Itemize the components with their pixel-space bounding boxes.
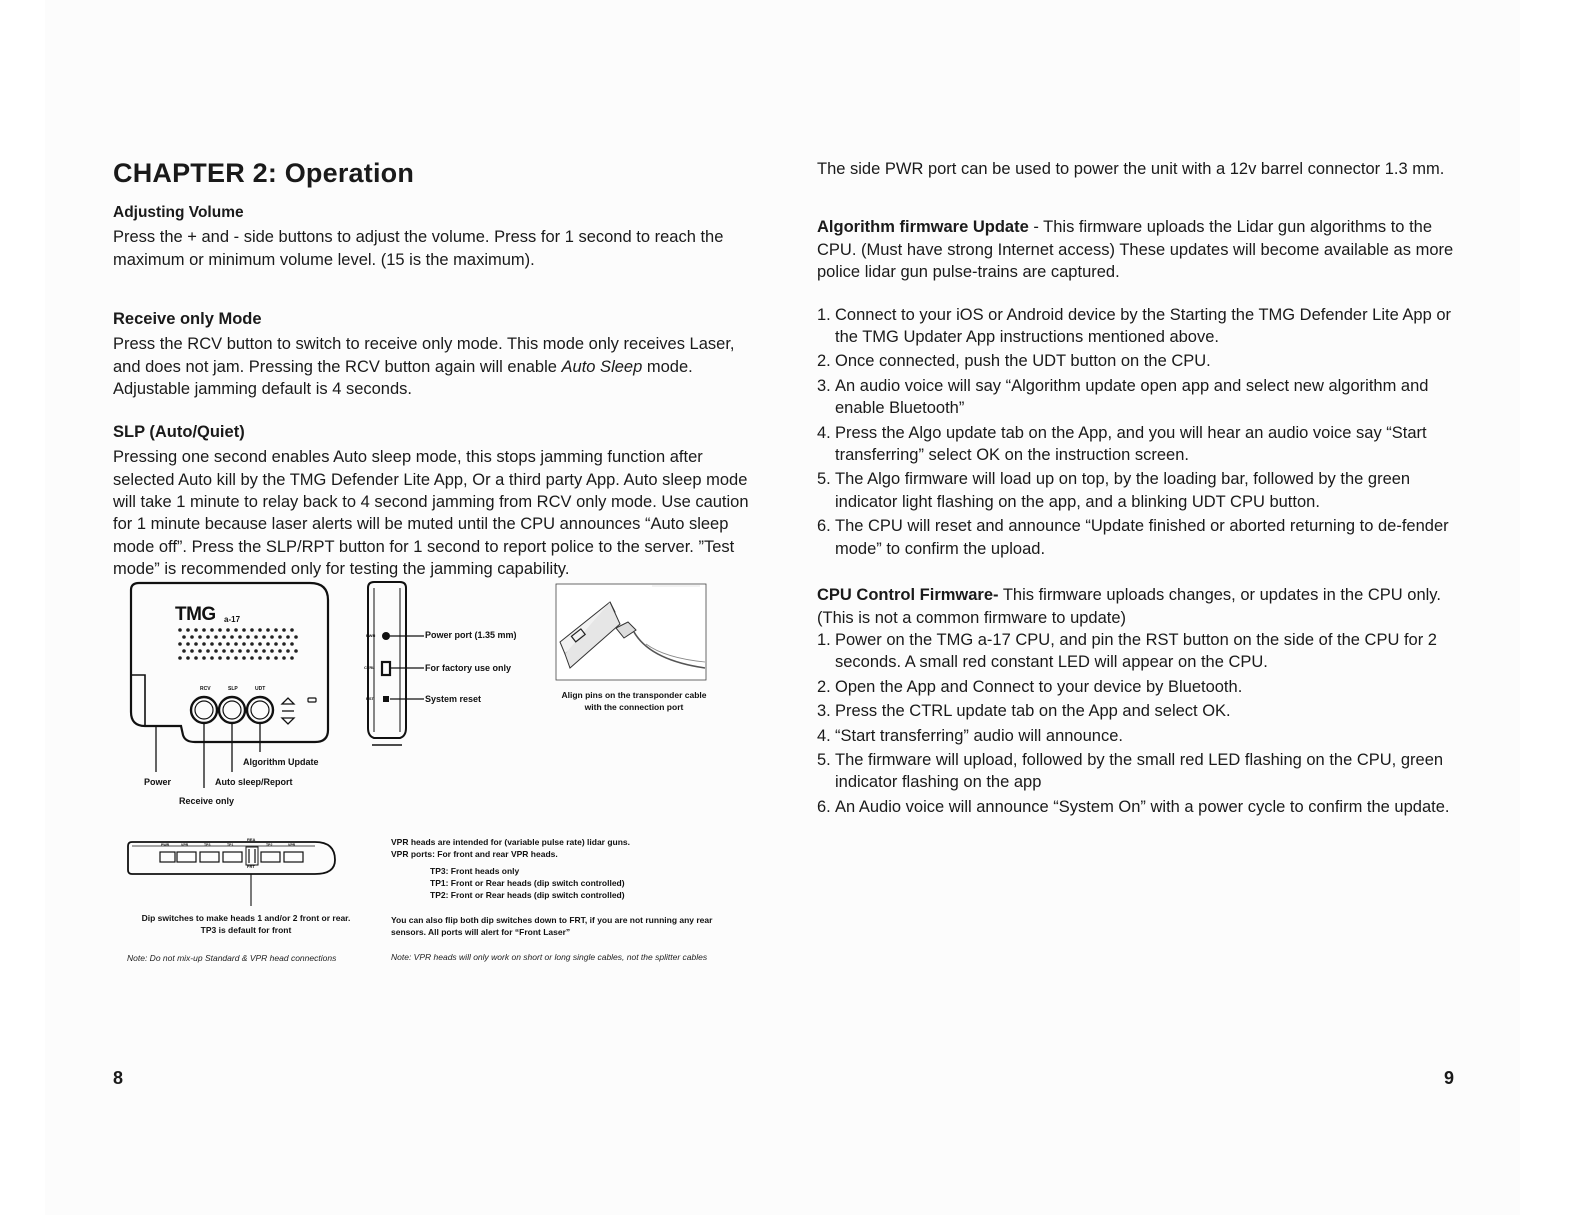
vpr-line-1: VPR heads are intended for (variable pulse rate) lidar guns. [391, 837, 631, 847]
cpu-intro [817, 584, 1457, 629]
algo-step: 2. Once connected, push the UDT button on the CPU. [817, 352, 1211, 371]
pwr-port-text: The side PWR port can be used to power the unit with a 12v barrel connector 1.3 mm. [817, 160, 1445, 178]
algo-intro [817, 216, 1457, 283]
back-port-pwr: PWR [161, 843, 170, 847]
algo-step-text: An audio voice will say “Algorithm update open app and select new algorithm and enable Bluetooth” [835, 376, 1429, 418]
device-front-figure [125, 580, 345, 810]
device-back-figure [120, 832, 380, 972]
callout-algorithm-update: Algorithm Update [243, 757, 319, 767]
dip-switch-frt-label: FRT [247, 864, 255, 869]
side-port-ctrl: CTRL [364, 665, 375, 670]
vpr-flip-line-2: sensors. All ports will alert for “Front Laser” [391, 927, 571, 937]
receive-only-text [113, 333, 763, 400]
page-number-left: 8 [113, 1068, 124, 1088]
vpr-info-block [391, 836, 771, 976]
cpu-step-text: The firmware will upload, followed by the small red LED flashing on the CPU, green indicator flashing on the app [835, 750, 1444, 792]
slp-text: Pressing one second enables Auto sleep mode, this stops jamming function after selected Auto kill by the TMG Defender Lite App, Or a third party App. Auto sleep mode will take 1 minute to relay back to 4 second jamming from RCV only mode. Use caution for 1 minute because laser alerts will be muted until the CPU announces “Auto sleep mode off”. Press the SLP/RPT button for 1 second to report police to the server. ”Test mode” is recommended only for testing the jamming capability. [113, 448, 749, 579]
back-port-vpr-1: VPR [181, 843, 189, 847]
button-label-slp: SLP [228, 686, 238, 692]
button-label-udt: UDT [255, 686, 266, 692]
dip-switch-rea-label: REA [247, 837, 256, 842]
callout-power-port: Power port (1.35 mm) [425, 630, 517, 640]
side-port-pwr: PWR [366, 633, 376, 638]
receive-text-italic: Auto Sleep [561, 357, 643, 376]
left-page-text [113, 158, 763, 581]
algo-step-text: The Algo firmware will load up on top, by the loading bar, followed by the green indicator light flashing on the app, and a blinking UDT CPU button. [835, 470, 1411, 511]
cable-figure [550, 582, 720, 722]
cpu-step: 5. The firmware will upload, followed by the small red LED flashing on the CPU, green indicator flashing on the app [817, 750, 1444, 792]
cable-caption-line-2: with the connection port [584, 702, 684, 712]
slp-title: SLP (Auto/Quiet) [113, 422, 245, 441]
cpu-steps [817, 629, 1457, 818]
device-side-figure [360, 578, 535, 750]
cpu-step: 6. An Audio voice will announce “System On” with a power cycle to confirm the update. [817, 797, 1450, 816]
device-logo: TMG [175, 604, 216, 625]
algo-step-text: Press the Algo update tab on the App, and you will hear an audio voice say “Start transferring” select OK on the instruction screen. [835, 423, 1427, 465]
cpu-step-text: An Audio voice will announce “System On” with a power cycle to confirm the update. [835, 797, 1450, 816]
page-number-right: 9 [1444, 1068, 1455, 1088]
cable-photo [550, 582, 720, 682]
cpu-step-text: “Start transferring” audio will announce. [835, 726, 1123, 745]
algo-steps [817, 304, 1457, 560]
back-port-tp3: TP3 [204, 843, 211, 847]
callout-auto-sleep-report: Auto sleep/Report [215, 777, 293, 787]
algo-title: Algorithm firmware Update [817, 218, 1029, 237]
cpu-intro-text: This firmware uploads changes, or updates in the CPU only. (This is not a common firmware to update) [817, 586, 1441, 627]
vpr-tp2: TP2: Front or Rear heads (dip switch controlled) [430, 890, 625, 900]
algo-intro-text: - This firmware uploads the Lidar gun algorithms to the CPU. (Must have strong Internet access) These updates will become available as more police lidar gun pulse-trains are captured. [817, 218, 1454, 282]
callout-receive-only: Receive only [179, 796, 235, 806]
cpu-step: 3. Press the CTRL update tab on the App and select OK. [817, 702, 1231, 721]
vpr-line-2: VPR ports: For front and rear VPR heads. [391, 849, 558, 859]
callout-power: Power [144, 777, 172, 787]
vpr-note: Note: VPR heads will only work on short or long single cables, not the splitter cables [391, 952, 708, 962]
cpu-title: CPU Control Firmware- [817, 586, 999, 605]
cpu-step: 4. “Start transferring” audio will announce. [817, 726, 1123, 745]
back-port-tp1: TP1 [227, 843, 234, 847]
algo-step-text: The CPU will reset and announce “Update finished or aborted returning to de-fender mode” to confirm the upload. [835, 517, 1449, 558]
back-port-vpr-2: VPR [288, 843, 296, 847]
chapter-title: CHAPTER 2: Operation [113, 158, 415, 188]
receive-text-part-1: Press the RCV button to switch to receive only mode. This mode only receives Laser, and does not jam. Pressing the RCV button again will enable [113, 335, 735, 376]
cpu-step-text: Open the App and Connect to your device by Bluetooth. [835, 677, 1243, 696]
dip-caption-line-1: Dip switches to make heads 1 and/or 2 front or rear. [141, 913, 351, 923]
cable-caption [554, 689, 714, 713]
back-port-tp2: TP2 [266, 843, 273, 847]
algo-step: 4. Press the Algo update tab on the App, and you will hear an audio voice say “Start transferring” select OK on the instruction screen. [817, 423, 1427, 465]
algo-step: 1. Connect to your iOS or Android device by the Starting the TMG Defender Lite App or the TMG Updater App instructions mentioned above. [817, 305, 1452, 347]
cpu-step-text: Power on the TMG a-17 CPU, and pin the RST button on the side of the CPU for 2 seconds. A small red constant LED will appear on the CPU. [835, 630, 1437, 672]
adjusting-volume-text: Press the + and - side buttons to adjust the volume. Press for 1 second to reach the maximum or minimum volume level. (15 is the maximum). [113, 228, 724, 269]
receive-text-part-2: mode. Adjustable jamming default is 4 seconds. [113, 357, 693, 399]
cpu-step: 2. Open the App and Connect to your device by Bluetooth. [817, 677, 1243, 696]
algo-step-text: Once connected, push the UDT button on the CPU. [835, 352, 1211, 371]
vpr-tp1: TP1: Front or Rear heads (dip switch controlled) [430, 878, 625, 888]
button-label-rcv: RCV [200, 686, 211, 692]
cpu-step: 1. Power on the TMG a-17 CPU, and pin the RST button on the side of the CPU for 2 seconds. A small red constant LED will appear on the CPU. [817, 630, 1437, 672]
algo-step: 5. The Algo firmware will load up on top, by the loading bar, followed by the green indicator light flashing on the app, and a blinking UDT CPU button. [817, 470, 1411, 511]
dip-caption [126, 912, 366, 936]
dip-caption-line-2: TP3 is default for front [200, 925, 292, 935]
cpu-step-text: Press the CTRL update tab on the App and select OK. [835, 702, 1231, 721]
callout-factory: For factory use only [425, 663, 512, 673]
device-model: a-17 [224, 615, 241, 624]
adjusting-volume-title: Adjusting Volume [113, 204, 244, 222]
algo-step: 3. An audio voice will say “Algorithm update open app and select new algorithm and enable Bluetooth” [817, 376, 1429, 418]
side-port-rst: RST [366, 696, 374, 701]
device-back-drawing [120, 832, 360, 912]
algo-step: 6. The CPU will reset and announce “Update finished or aborted returning to de-fender mode” to confirm the upload. [817, 517, 1449, 558]
receive-only-title: Receive only Mode [113, 310, 262, 328]
vpr-flip-line-1: You can also flip both dip switches down to FRT, if you are not running any rear [391, 915, 713, 925]
right-page-text [817, 158, 1457, 820]
vpr-tp3: TP3: Front heads only [430, 866, 520, 876]
mix-up-note: Note: Do not mix-up Standard & VPR head connections [127, 953, 337, 963]
algo-step-text: Connect to your iOS or Android device by the Starting the TMG Defender Lite App or the TMG Updater App instructions mentioned above. [835, 305, 1452, 347]
cable-caption-line-1: Align pins on the transponder cable [561, 690, 707, 700]
callout-reset: System reset [425, 694, 482, 704]
